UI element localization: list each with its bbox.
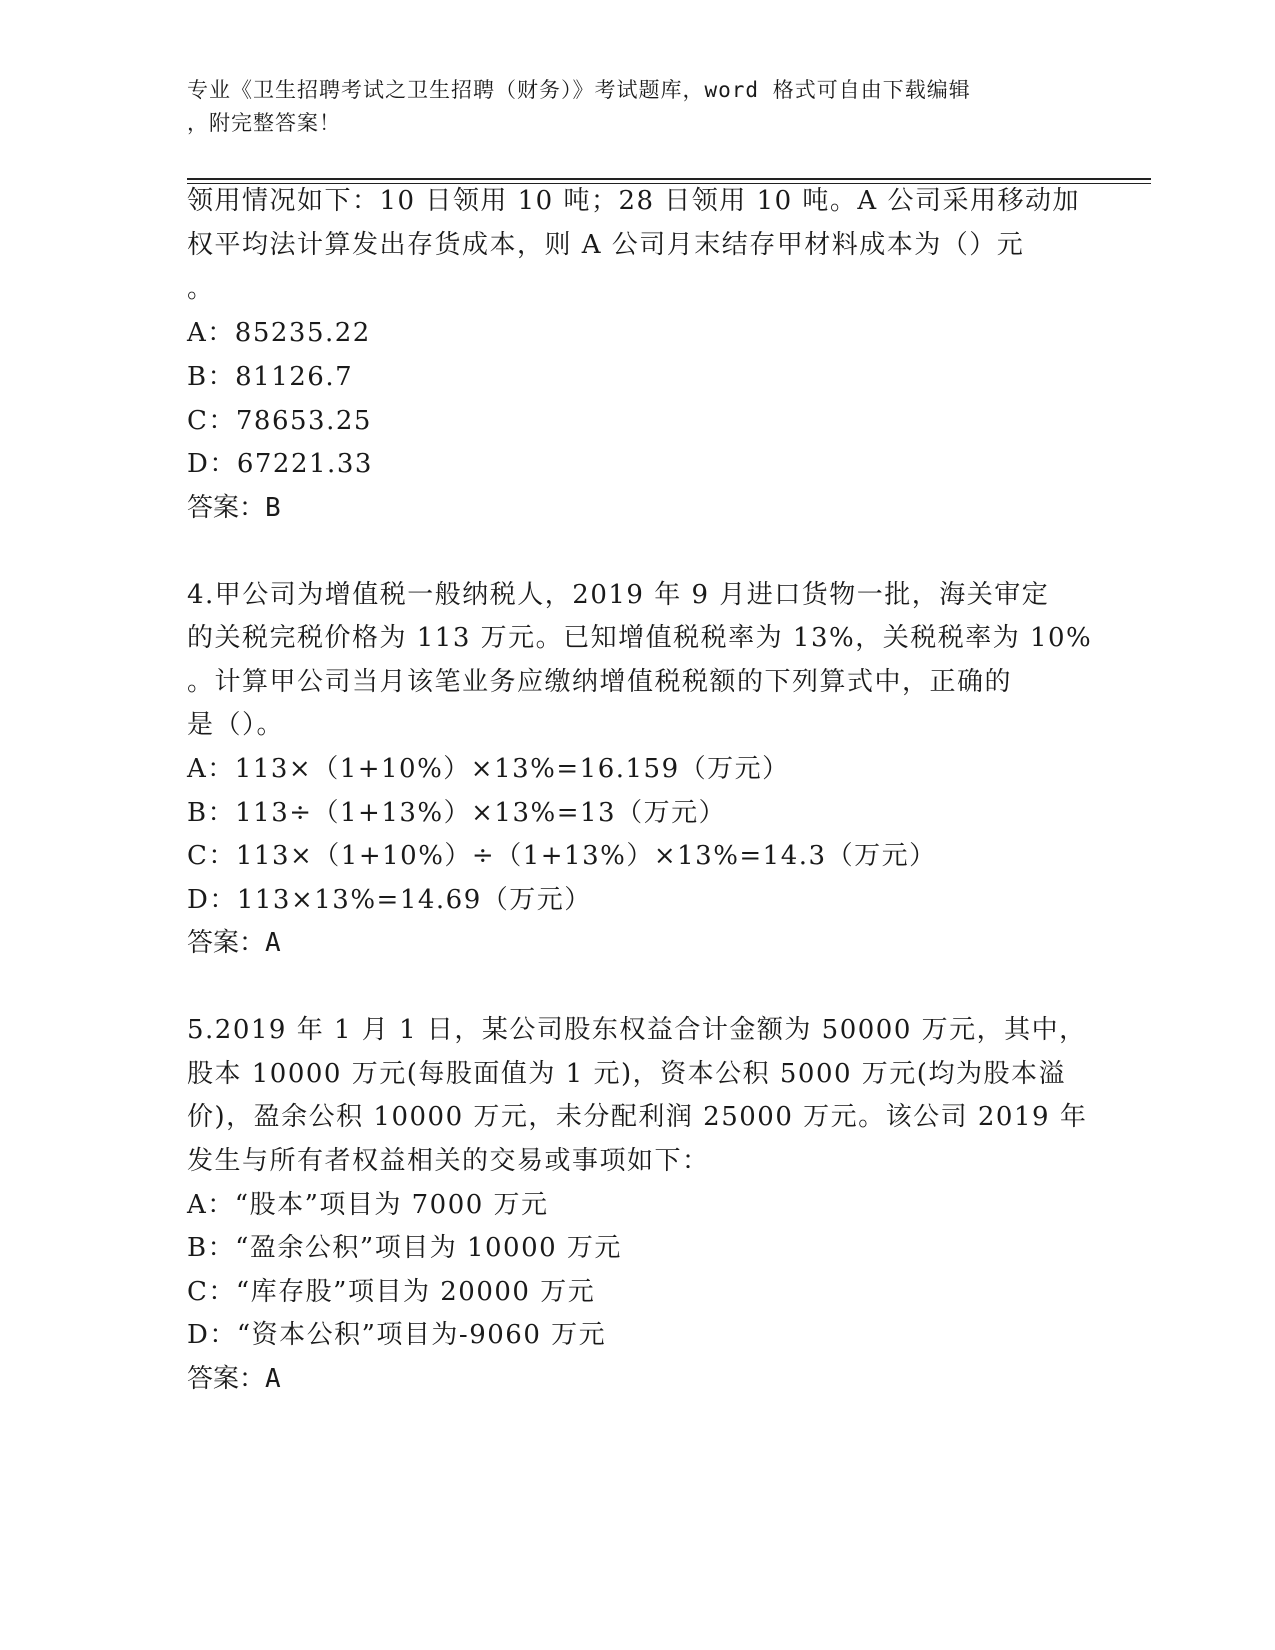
q3-line-2: 权平均法计算发出存货成本，则 A 公司月末结存甲材料成本为（）元 [187,230,1025,260]
q5-answer-label: 答案： [187,1364,266,1394]
q3-option-c: C：78653.25 [187,406,372,436]
q4-answer-label: 答案： [187,928,266,958]
q4-line-1: 4.甲公司为增值税一般纳税人，2019 年 9 月进口货物一批，海关审定 [187,580,1050,610]
q5-line-3: 价)，盈余公积 10000 万元，未分配利润 25000 万元。该公司 2019 年 [187,1102,1088,1132]
q3-option-a: A：85235.22 [187,318,371,348]
q5-option-a: A：“股本”项目为 7000 万元 [187,1190,549,1220]
q3-option-b: B：81126.7 [187,362,354,392]
document-header [187,74,1087,140]
q4-option-a: A：113×（1+10%）×13%=16.159（万元） [187,754,790,784]
q5-line-2: 股本 10000 万元(每股面值为 1 元)，资本公积 5000 万元(均为股本溢 [187,1059,1066,1089]
q5-answer-value: A [265,1364,281,1394]
q4-option-c: C：113×（1+10%）÷（1+13%）×13%=14.3（万元） [187,841,937,871]
q5-option-d: D：“资本公积”项目为-9060 万元 [187,1320,607,1350]
q4-line-4: 是（）。 [187,710,285,740]
q4-option-b: B：113÷（1+13%）×13%=13（万元） [187,798,727,828]
q4-answer-value: A [265,928,281,958]
q3-option-d: D：67221.33 [187,449,373,479]
q5-line-4: 发生与所有者权益相关的交易或事项如下： [187,1146,710,1176]
q3-answer-value: B [265,493,281,523]
header-line-1: 专业《卫生招聘考试之卫生招聘（财务）》考试题库，word 格式可自由下载编辑 [187,78,971,102]
q5-option-b: B：“盈余公积”项目为 10000 万元 [187,1233,622,1263]
q5-answer [187,1362,281,1396]
header-divider-thick [187,178,1151,180]
q3-line-3: 。 [187,274,215,304]
q3-answer [187,491,281,525]
q3-answer-label: 答案： [187,493,266,523]
q4-option-d: D：113×13%=14.69（万元） [187,885,592,915]
q5-line-1: 5.2019 年 1 月 1 日，某公司股东权益合计金额为 50000 万元，其中， [187,1015,1087,1045]
q4-answer [187,926,281,960]
q3-line-1: 领用情况如下：10 日领用 10 吨；28 日领用 10 吨。A 公司采用移动加 [187,186,1080,216]
q4-line-2: 的关税完税价格为 113 万元。已知增值税税率为 13%，关税税率为 10% [187,623,1093,653]
header-line-2: ，附完整答案！ [187,111,341,135]
q5-option-c: C：“库存股”项目为 20000 万元 [187,1277,596,1307]
q4-line-3: 。计算甲公司当月该笔业务应缴纳增值税税额的下列算式中，正确的 [187,667,1013,697]
